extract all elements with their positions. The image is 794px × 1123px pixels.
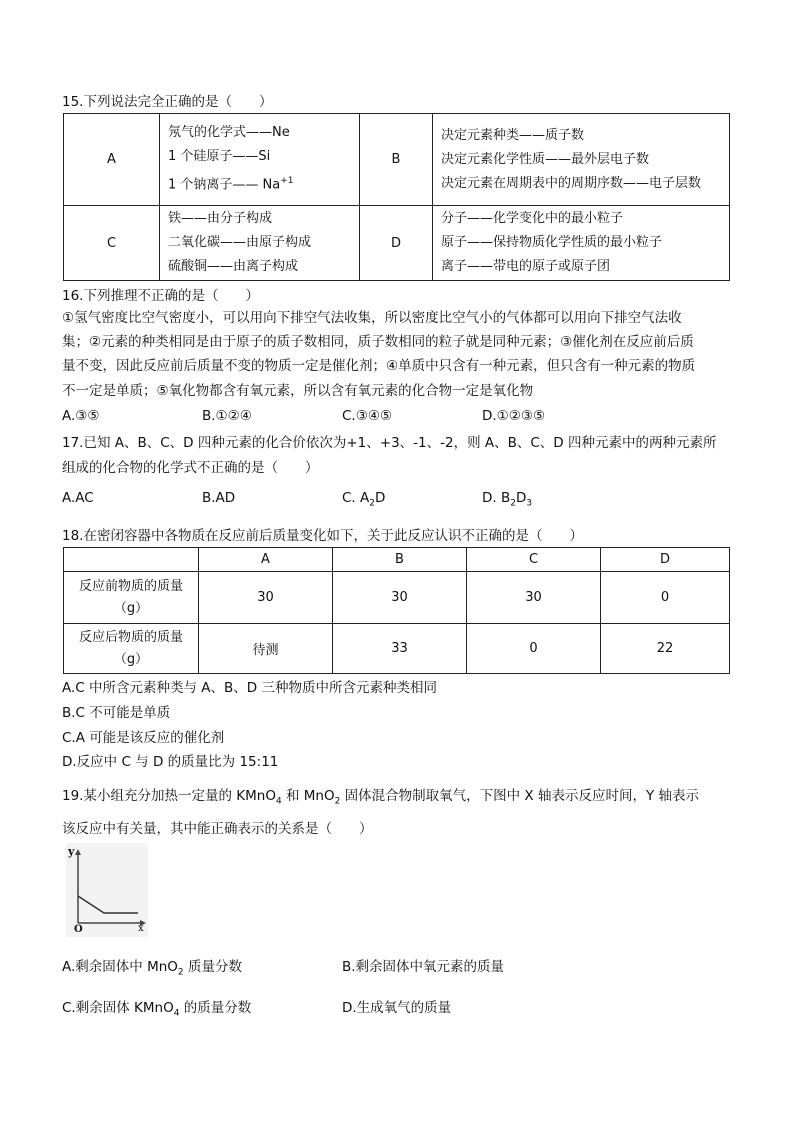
q16-option-c: C.③④⑤ — [342, 408, 393, 424]
q18-row1-label: 反应前物质的质量 （g） — [64, 572, 199, 624]
q19-graph — [66, 843, 148, 937]
q18-row2-d: 22 — [601, 624, 730, 674]
q18-row2-label: 反应后物质的质量 （g） — [64, 624, 199, 674]
q18-option-c: C.A 可能是该反应的催化剂 — [62, 730, 225, 746]
q15-d-line1: 分子——化学变化中的最小粒子 — [441, 211, 624, 226]
q18-header-b: B — [333, 548, 467, 572]
q15-a-line1: 氖气的化学式——Ne — [168, 125, 290, 141]
q19-line2: 该反应中有关量，其中能正确表示的关系是（ ） — [62, 821, 373, 837]
q15-d-label: D — [360, 206, 433, 281]
q15-d-content — [433, 206, 730, 281]
q17-option-d: D. $B_2D_3$ — [482, 490, 533, 509]
q17-option-c: C. $A_2D$ — [342, 490, 386, 509]
q15-c-line1: 铁——由分子构成 — [168, 211, 273, 226]
q15-b-content — [433, 114, 730, 206]
q15-a-content — [160, 114, 360, 206]
q19-y-arrow — [75, 849, 81, 855]
q15-d-line3: 离子——带电的原子或原子团 — [441, 259, 611, 274]
q18-header-a: A — [199, 548, 333, 572]
q15-table — [63, 113, 730, 281]
q18-stem: 18.在密闭容器中各物质在反应前后质量变化如下，关于此反应认识不正确的是（ ） — [62, 528, 583, 544]
q17-line2: 组成的化合物的化学式不正确的是（ ） — [62, 460, 319, 476]
q18-option-d: D.反应中 C 与 D 的质量比为 15:11 — [62, 754, 279, 770]
q19-origin-label: O — [74, 924, 83, 935]
q16-option-d: D.①②③⑤ — [482, 408, 546, 424]
q18-option-a: A.C 中所含元素种类与 A、B、D 三种物质中所含元素种类相同 — [62, 680, 437, 696]
q18-header-d: D — [601, 548, 730, 572]
q16-line2: 集；②元素的种类相同是由于原子的质子数相同，质子数相同的粒子就是同种元素；③催化剂在反应前后质 — [62, 334, 694, 350]
q15-b-label: B — [360, 114, 433, 206]
q19-line1: 19.某小组充分加热一定量的 KMnO$_4$ 和 MnO$_2$ 固体混合物制取氧气，下图中 X 轴表示反应时间，Y 轴表示 — [62, 788, 700, 807]
q15-b-line3: 决定元素在周期表中的周期序数——电子层数 — [441, 175, 702, 191]
q16-option-b: B.①②④ — [202, 408, 252, 424]
q16-line3: 量不变，因此反应前后质量不变的物质一定是催化剂；④单质中只含有一种元素，但只含有一种元素的物质 — [62, 358, 696, 374]
q18-row2-c: 0 — [467, 624, 601, 674]
q18-row1-a: 30 — [199, 572, 333, 624]
q19-graph-svg — [66, 843, 148, 937]
q18-header-empty — [64, 548, 199, 572]
q18-row1-c: 30 — [467, 572, 601, 624]
q18-option-b: B.C 不可能是单质 — [62, 705, 171, 721]
q19-curve — [78, 896, 138, 913]
q19-option-c: C.剩余固体 KMnO$_4$ 的质量分数 — [62, 1000, 252, 1019]
q15-a-line2: 1 个硅原子——Si — [168, 149, 271, 165]
q15-c-label: C — [64, 206, 160, 281]
q19-x-label: x — [138, 923, 144, 934]
q18-row2-a: 待测 — [199, 624, 333, 674]
q18-table — [63, 547, 730, 674]
q16-option-a: A.③⑤ — [62, 408, 100, 424]
q15-c-line2: 二氧化碳——由原子构成 — [168, 235, 312, 250]
q17-option-b: B.AD — [202, 490, 236, 506]
q16-line1: ①氢气密度比空气密度小，可以用向下排空气法收集，所以密度比空气小的气体都可以用向下排空气法收 — [62, 310, 682, 326]
q19-option-d: D.生成氧气的质量 — [342, 1000, 452, 1016]
q18-row2-b: 33 — [333, 624, 467, 674]
q15-b-line1: 决定元素种类——质子数 — [441, 127, 585, 143]
q15-c-line3: 硫酸铜——由离子构成 — [168, 259, 299, 274]
q15-d-line2: 原子——保持物质化学性质的最小粒子 — [441, 235, 663, 250]
q18-header-c: C — [467, 548, 601, 572]
q15-b-line2: 决定元素化学性质——最外层电子数 — [441, 151, 650, 167]
q15-stem: 15.下列说法完全正确的是（ ） — [62, 94, 273, 110]
q17-option-a: A.AC — [62, 490, 94, 506]
q16-stem: 16.下列推理不正确的是（ ） — [62, 288, 259, 304]
q19-option-b: B.剩余固体中氧元素的质量 — [342, 959, 505, 975]
q19-y-label: y — [68, 845, 75, 858]
q15-c-content — [160, 206, 360, 281]
q15-a-line3: 1 个钠离子—— $Na^{+1}$ — [168, 176, 294, 193]
q18-row1-d: 0 — [601, 572, 730, 624]
q18-row1-b: 30 — [333, 572, 467, 624]
q16-line4: 不一定是单质；⑤氧化物都含有氧元素，所以含有氧元素的化合物一定是氧化物 — [62, 383, 534, 399]
q19-option-a: A.剩余固体中 MnO$_2$ 质量分数 — [62, 959, 242, 978]
q15-a-label: A — [64, 114, 160, 206]
q17-line1: 17.已知 A、B、C、D 四种元素的化合价依次为+1、+3、-1、-2，则 A、B、C、D 四种元素中的两种元素所 — [62, 435, 717, 451]
